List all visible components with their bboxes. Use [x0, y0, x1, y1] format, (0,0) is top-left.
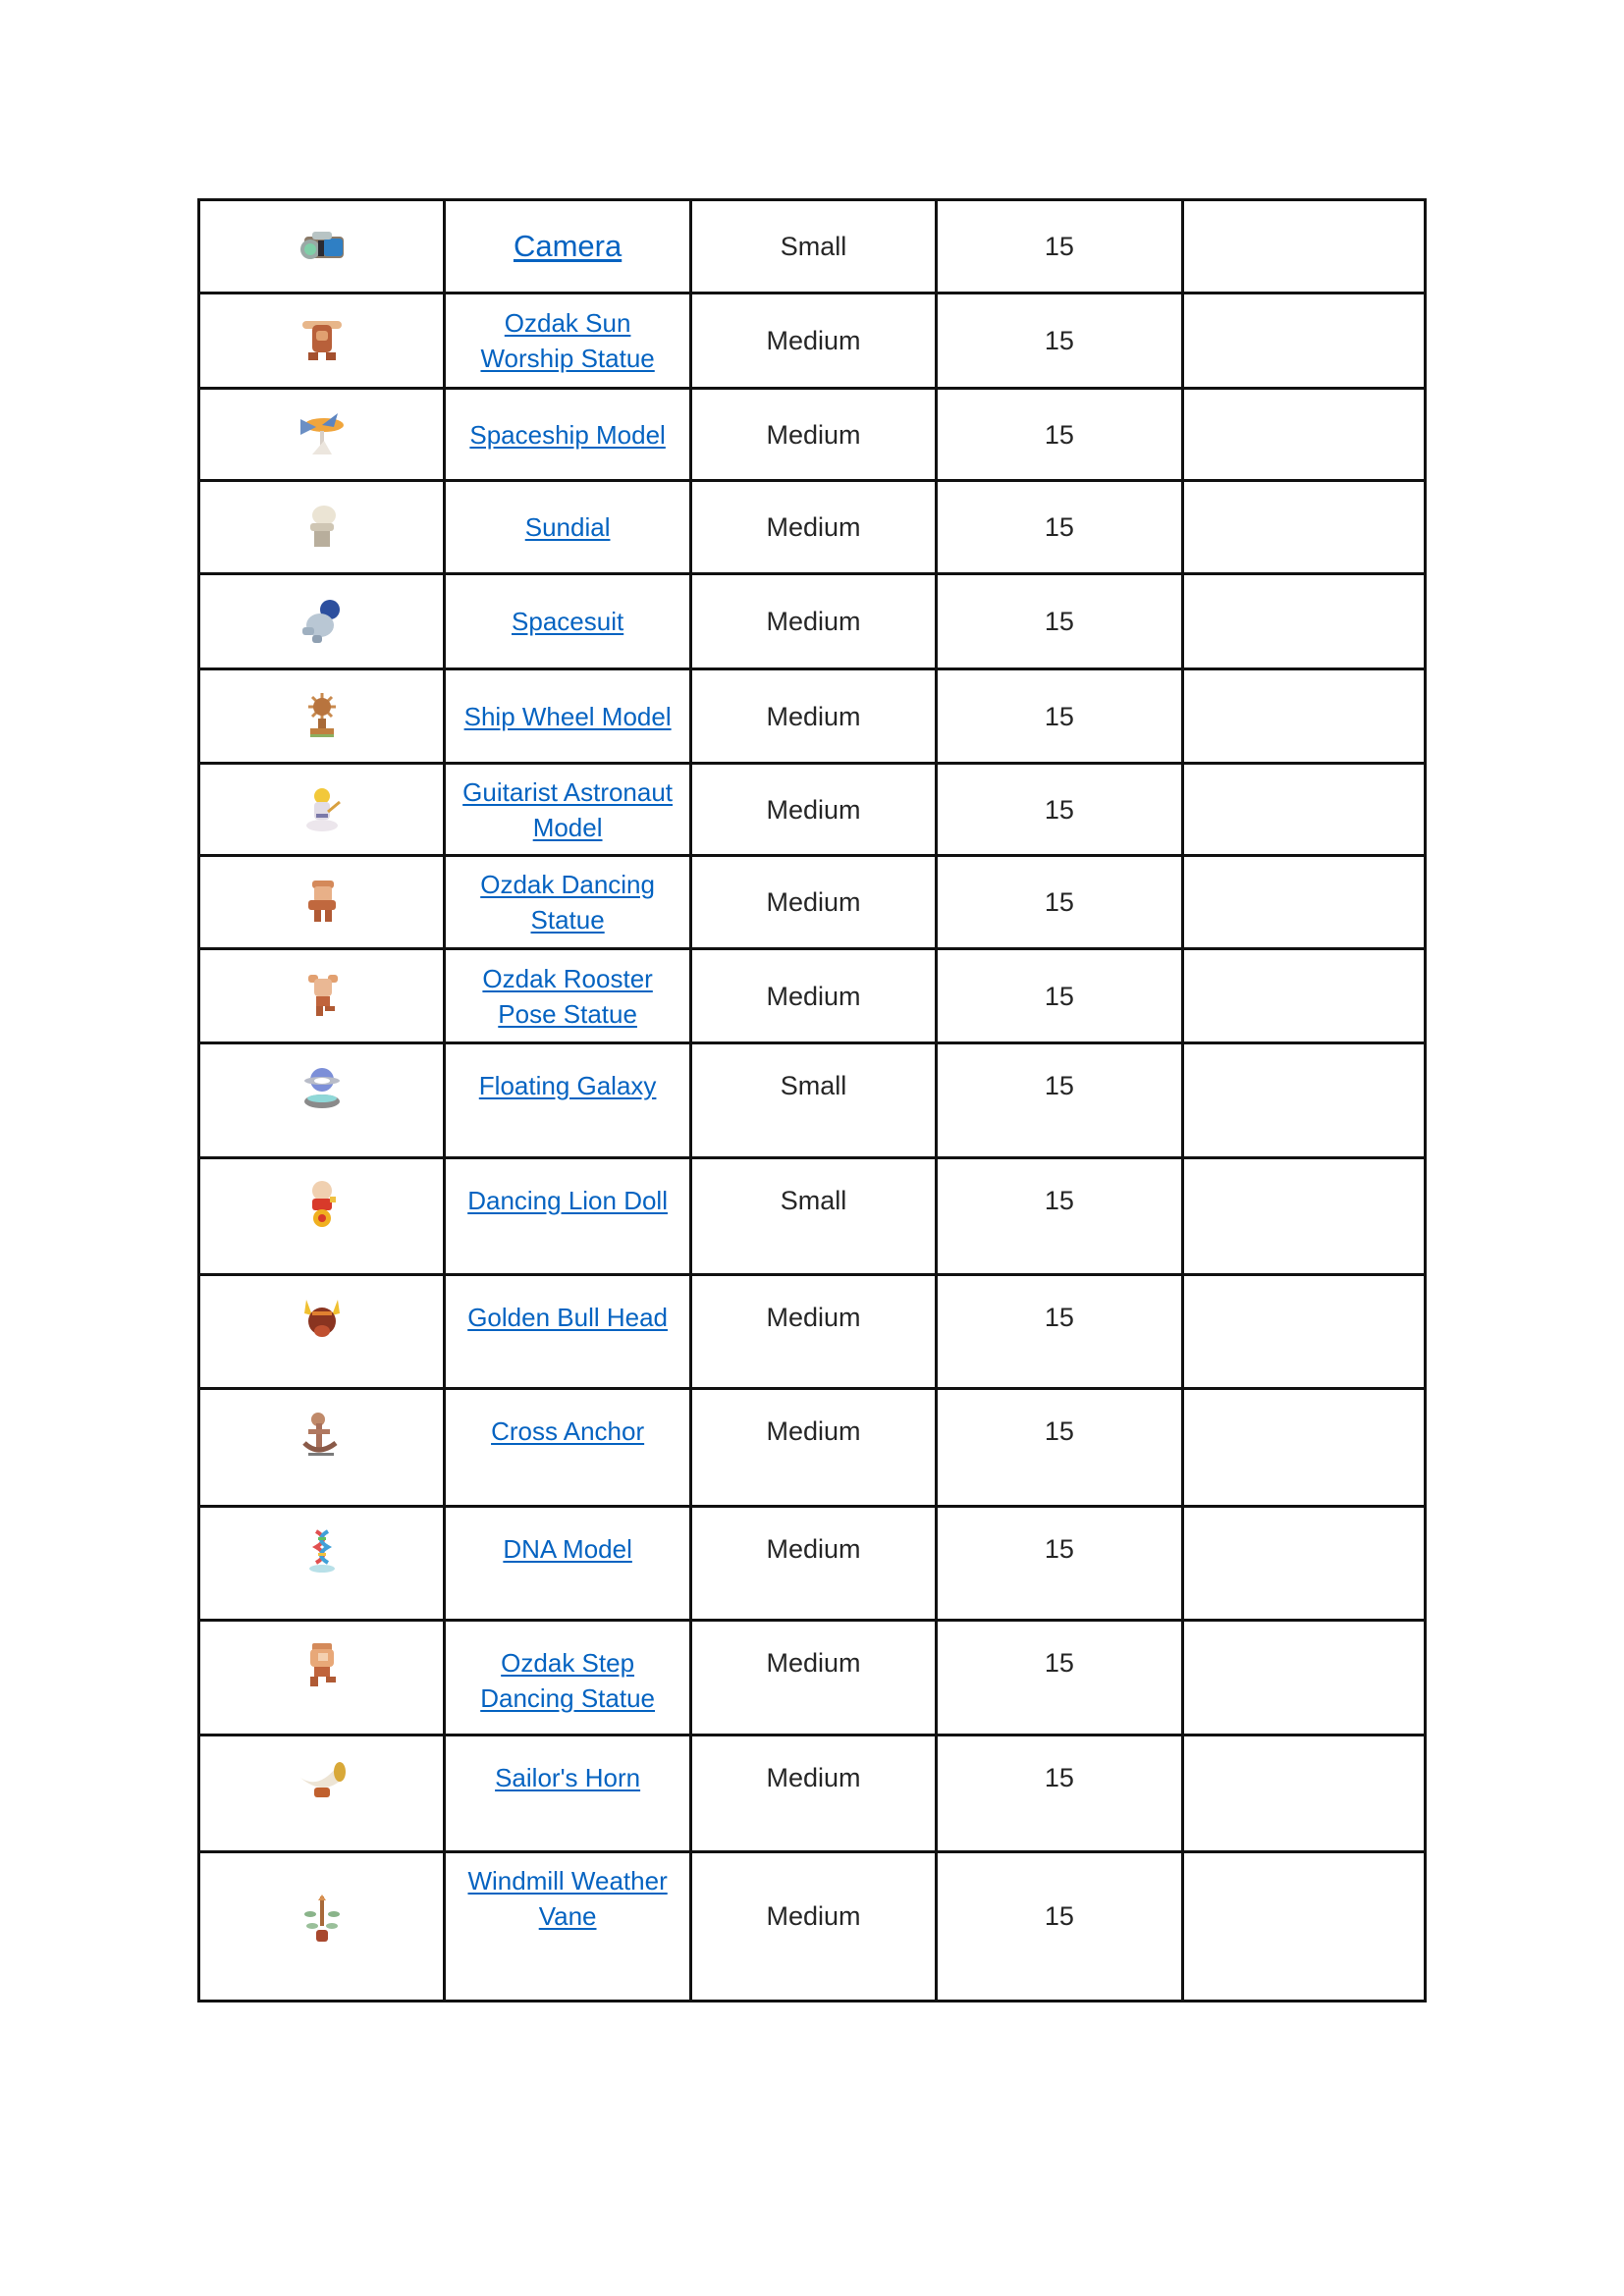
- table-row: [200, 1390, 1427, 1508]
- value-cell: [938, 1044, 1183, 1156]
- extra-cell: [1184, 1276, 1427, 1387]
- value-cell: [938, 1853, 1183, 2000]
- value-text: 15: [1044, 1763, 1074, 1792]
- size-cell: [692, 1276, 938, 1387]
- icon-cell: [200, 1853, 446, 2000]
- size-cell: [692, 1622, 938, 1734]
- value-cell: [938, 575, 1183, 667]
- extra-cell: [1184, 950, 1427, 1041]
- extra-cell: [1184, 482, 1427, 572]
- ozdak-step-dancing-statue-icon: [295, 1641, 350, 1692]
- extra-cell: [1184, 575, 1427, 667]
- size-cell: [692, 1508, 938, 1619]
- name-cell: [446, 1390, 691, 1505]
- icon-cell: [200, 201, 446, 292]
- size-cell: [692, 670, 938, 762]
- size-text: Medium: [766, 1303, 861, 1332]
- extra-cell: [1184, 1853, 1427, 2000]
- name-cell: [446, 1736, 691, 1850]
- item-link[interactable]: Spacesuit: [512, 607, 624, 636]
- value-text: 15: [1044, 887, 1074, 917]
- dna-model-icon: [295, 1527, 350, 1578]
- size-text: Medium: [766, 701, 861, 731]
- spacesuit-icon: [295, 596, 350, 647]
- size-text: Medium: [766, 1901, 861, 1931]
- windmill-weather-vane-icon: [295, 1895, 350, 1946]
- item-link[interactable]: Camera: [513, 229, 623, 263]
- size-text: Medium: [766, 794, 861, 825]
- extra-cell: [1184, 1622, 1427, 1734]
- extra-cell: [1184, 1736, 1427, 1850]
- value-text: 15: [1044, 512, 1074, 542]
- icon-cell: [200, 390, 446, 479]
- table-row: [200, 294, 1427, 390]
- icon-cell: [200, 765, 446, 854]
- extra-cell: [1184, 1508, 1427, 1619]
- size-cell: [692, 765, 938, 854]
- size-text: Medium: [766, 512, 861, 542]
- extra-cell: [1184, 1159, 1427, 1273]
- size-text: Medium: [766, 887, 861, 917]
- item-link[interactable]: DNA Model: [503, 1534, 632, 1564]
- value-cell: [938, 482, 1183, 572]
- value-text: 15: [1044, 1416, 1074, 1446]
- icon-cell: [200, 294, 446, 387]
- name-cell: [446, 1044, 691, 1156]
- name-cell: [446, 1853, 691, 2000]
- value-text: 15: [1044, 1071, 1074, 1100]
- name-cell: [446, 950, 691, 1041]
- ozdak-dancing-statue-icon: [295, 877, 350, 928]
- item-link[interactable]: Windmill Weather Vane: [467, 1866, 668, 1931]
- name-cell: [446, 1622, 691, 1734]
- value-text: 15: [1044, 794, 1074, 825]
- icon-cell: [200, 950, 446, 1041]
- size-text: Medium: [766, 419, 861, 450]
- camera-icon: [295, 221, 350, 272]
- name-cell: [446, 1159, 691, 1273]
- floating-galaxy-icon: [295, 1064, 350, 1115]
- item-link[interactable]: Guitarist Astronaut Model: [462, 776, 674, 842]
- size-cell: [692, 1390, 938, 1505]
- size-cell: [692, 575, 938, 667]
- item-link[interactable]: Golden Bull Head: [467, 1303, 669, 1332]
- items-table: [197, 198, 1427, 2002]
- value-text: 15: [1044, 1901, 1074, 1931]
- size-text: Medium: [766, 1534, 861, 1564]
- name-cell: [446, 765, 691, 854]
- table-row: [200, 1622, 1427, 1736]
- size-cell: [692, 201, 938, 292]
- size-cell: [692, 390, 938, 479]
- value-text: 15: [1044, 326, 1074, 355]
- name-cell: [446, 482, 691, 572]
- size-cell: [692, 857, 938, 947]
- value-text: 15: [1044, 1534, 1074, 1564]
- value-cell: [938, 294, 1183, 387]
- icon-cell: [200, 1390, 446, 1505]
- guitarist-astronaut-model-icon: [295, 784, 350, 835]
- ozdak-rooster-pose-statue-icon: [295, 971, 350, 1022]
- icon-cell: [200, 857, 446, 947]
- icon-cell: [200, 1044, 446, 1156]
- extra-cell: [1184, 1390, 1427, 1505]
- size-cell: [692, 1159, 938, 1273]
- ozdak-sun-worship-statue-icon: [295, 315, 350, 366]
- value-cell: [938, 201, 1183, 292]
- value-cell: [938, 1622, 1183, 1734]
- item-link[interactable]: Floating Galaxy: [478, 1071, 657, 1100]
- table-row: [200, 482, 1427, 575]
- name-cell: [446, 390, 691, 479]
- table-row: [200, 390, 1427, 482]
- name-cell: [446, 670, 691, 762]
- extra-cell: [1184, 201, 1427, 292]
- extra-cell: [1184, 765, 1427, 854]
- table-row: [200, 765, 1427, 857]
- table-row: [200, 201, 1427, 294]
- table-row: [200, 1276, 1427, 1390]
- golden-bull-head-icon: [295, 1296, 350, 1347]
- name-cell: [446, 857, 691, 947]
- value-text: 15: [1044, 1648, 1074, 1678]
- icon-cell: [200, 1276, 446, 1387]
- item-link[interactable]: Ozdak Sun Worship Statue: [480, 308, 655, 373]
- size-cell: [692, 950, 938, 1041]
- item-link[interactable]: Ozdak Rooster Pose Statue: [482, 963, 653, 1029]
- value-cell: [938, 1390, 1183, 1505]
- item-link[interactable]: Spaceship Model: [469, 419, 666, 450]
- sundial-icon: [295, 502, 350, 553]
- icon-cell: [200, 670, 446, 762]
- size-text: Medium: [766, 1648, 861, 1678]
- name-cell: [446, 1508, 691, 1619]
- cross-anchor-icon: [295, 1410, 350, 1461]
- value-cell: [938, 765, 1183, 854]
- item-link[interactable]: Sundial: [524, 512, 611, 542]
- item-link[interactable]: Dancing Lion Doll: [467, 1186, 668, 1215]
- item-link[interactable]: Sailor's Horn: [495, 1763, 641, 1792]
- value-cell: [938, 390, 1183, 479]
- dancing-lion-doll-icon: [295, 1179, 350, 1230]
- name-cell: [446, 575, 691, 667]
- value-text: 15: [1044, 1186, 1074, 1215]
- table-row: [200, 1044, 1427, 1159]
- size-cell: [692, 1044, 938, 1156]
- size-cell: [692, 482, 938, 572]
- item-link[interactable]: Cross Anchor: [491, 1416, 645, 1446]
- item-link[interactable]: Ship Wheel Model: [463, 701, 672, 731]
- value-text: 15: [1044, 607, 1074, 636]
- size-text: Small: [780, 1186, 847, 1215]
- icon-cell: [200, 1159, 446, 1273]
- table-row: [200, 1853, 1427, 2002]
- item-link[interactable]: Ozdak Dancing Statue: [480, 870, 655, 934]
- icon-cell: [200, 575, 446, 667]
- value-text: 15: [1044, 232, 1074, 261]
- name-cell: [446, 1276, 691, 1387]
- value-cell: [938, 1508, 1183, 1619]
- size-text: Medium: [766, 607, 861, 636]
- table-row: [200, 1159, 1427, 1276]
- extra-cell: [1184, 390, 1427, 479]
- table-row: [200, 575, 1427, 670]
- size-text: Medium: [766, 326, 861, 355]
- table-row: [200, 1508, 1427, 1622]
- value-cell: [938, 950, 1183, 1041]
- size-cell: [692, 294, 938, 387]
- table-row: [200, 1736, 1427, 1853]
- value-text: 15: [1044, 701, 1074, 731]
- item-link[interactable]: Ozdak Step Dancing Statue: [480, 1648, 655, 1713]
- icon-cell: [200, 1508, 446, 1619]
- icon-cell: [200, 1736, 446, 1850]
- extra-cell: [1184, 857, 1427, 947]
- size-cell: [692, 1853, 938, 2000]
- extra-cell: [1184, 1044, 1427, 1156]
- value-text: 15: [1044, 1303, 1074, 1332]
- ship-wheel-model-icon: [295, 691, 350, 742]
- size-text: Medium: [766, 981, 861, 1011]
- size-text: Medium: [766, 1416, 861, 1446]
- icon-cell: [200, 1622, 446, 1734]
- table-row: [200, 857, 1427, 950]
- sailors-horn-icon: [295, 1756, 350, 1807]
- name-cell: [446, 294, 691, 387]
- value-cell: [938, 857, 1183, 947]
- value-cell: [938, 1276, 1183, 1387]
- value-cell: [938, 1736, 1183, 1850]
- size-text: Small: [780, 1071, 847, 1100]
- extra-cell: [1184, 294, 1427, 387]
- size-cell: [692, 1736, 938, 1850]
- value-text: 15: [1044, 981, 1074, 1011]
- size-text: Small: [780, 232, 847, 261]
- icon-cell: [200, 482, 446, 572]
- value-cell: [938, 1159, 1183, 1273]
- extra-cell: [1184, 670, 1427, 762]
- value-cell: [938, 670, 1183, 762]
- value-text: 15: [1044, 419, 1074, 450]
- table-row: [200, 950, 1427, 1044]
- size-text: Medium: [766, 1763, 861, 1792]
- table-row: [200, 670, 1427, 765]
- spaceship-model-icon: [295, 409, 350, 460]
- name-cell: [446, 201, 691, 292]
